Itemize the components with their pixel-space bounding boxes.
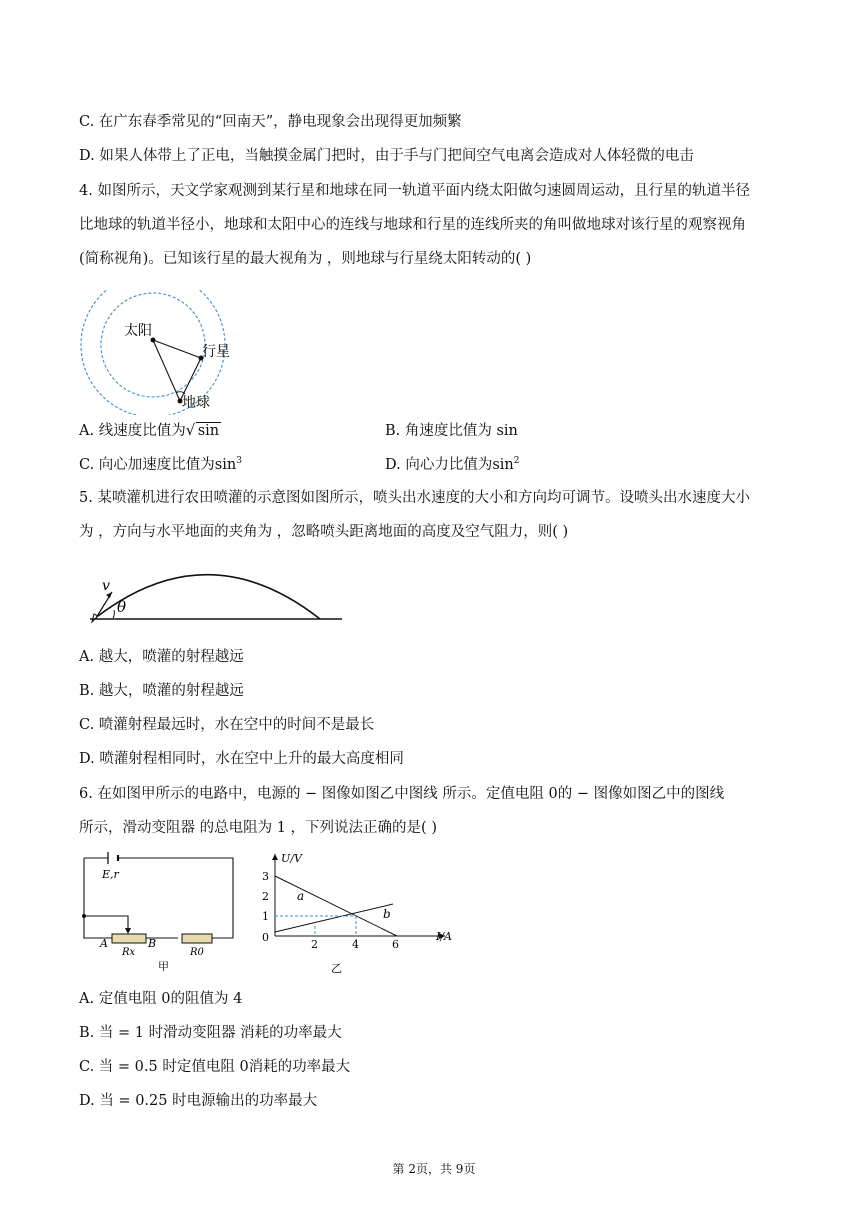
q5-line-2: 为 ，方向与水平地面的夹角为 ，忽略喷头距离地面的高度及空气阻力，则( )	[79, 524, 569, 540]
line-b	[275, 904, 393, 932]
resistor-r0	[182, 934, 212, 943]
circuit-figure	[78, 850, 248, 975]
q5-line-1: 5. 某喷灌机进行农田喷灌的示意图如图所示，喷头出水速度的大小和方向均可调节。设喷头出水速度大小	[79, 490, 750, 506]
line-a	[275, 876, 397, 936]
q6-option-c: C. 当 = 0.5 时定值电阻 0消耗的功率最大	[79, 1059, 351, 1075]
y-tick-1: 1	[262, 910, 269, 923]
q4-option-b: B. 角速度比值为 sin	[385, 423, 518, 439]
node-a-label: A	[100, 937, 108, 950]
q4-line-3: (简称视角)。已知该行星的最大视角为 ，则地球与行星绕太阳转动的( )	[79, 251, 532, 267]
r0-label: R0	[190, 947, 204, 958]
page-footer: 第 2页，共 9页	[392, 1162, 476, 1176]
figure-yi-caption: 乙	[331, 962, 342, 975]
q6-option-d: D. 当 = 0.25 时电源输出的功率最大	[79, 1093, 318, 1109]
sprinkler-figure	[84, 560, 344, 632]
trajectory-curve	[98, 575, 320, 619]
q6-line-2: 所示，滑动变阻器 的总电阻为 1 ，下列说法正确的是( )	[79, 820, 437, 836]
q6-line-1: 6. 在如图甲所示的电路中，电源的 − 图像如图乙中图线 所示。定值电阻 0的 − 图像如图乙中的图线	[79, 786, 725, 802]
x-tick-6: 6	[392, 938, 399, 951]
q5-option-d: D. 喷灌射程相同时，水在空中上升的最大高度相同	[79, 751, 404, 767]
y-tick-0: 0	[262, 931, 269, 944]
x-tick-2: 2	[311, 938, 318, 951]
sqrt-icon: √ sin	[186, 421, 221, 441]
line-a-label: a	[297, 889, 305, 903]
q6-option-a: A. 定值电阻 0的阻值为 4	[79, 991, 243, 1007]
earth-label: 地球	[182, 395, 210, 411]
source-label: E,r	[102, 868, 119, 881]
q5-option-a: A. 越大，喷灌的射程越远	[79, 649, 244, 665]
q4-option-c: C. 向心加速度比值为$\sin^3$	[79, 456, 242, 473]
ui-graph	[255, 848, 455, 978]
y-tick-3: 3	[262, 870, 269, 883]
q5-option-b: B. 越大，喷灌的射程越远	[79, 683, 244, 699]
x-axis-label: I/A	[436, 930, 452, 943]
node-b-label: B	[148, 937, 157, 950]
sun-label: 太阳	[124, 323, 152, 339]
q4-line-1: 4. 如图所示，天文学家观测到某行星和地球在同一轨道平面内绕太阳做匀速圆周运动，且行星的轨道半径	[79, 183, 750, 199]
option-c-text: C. 在广东春季常见的“回南天”，静电现象会出现得更加频繁	[79, 114, 462, 130]
x-tick-4: 4	[352, 938, 359, 951]
y-axis-label: U/V	[281, 852, 302, 865]
rheostat-rx	[112, 934, 146, 943]
planet-label: 行星	[202, 344, 230, 360]
option-d-text: D. 如果人体带上了正电，当触摸金属门把时，由于手与门把间空气电离会造成对人体轻微的电击	[79, 148, 694, 164]
q4-option-d: D. 向心力比值为$\sin^2$	[385, 456, 520, 473]
y-tick-2: 2	[262, 890, 269, 903]
velocity-label: v	[102, 578, 110, 594]
q4-option-a-label: A. 线速度比值为	[79, 423, 186, 439]
q5-option-c: C. 喷灌射程最远时，水在空中的时间不是最长	[79, 717, 375, 733]
line-b-label: b	[383, 907, 391, 921]
q4-option-a	[79, 421, 221, 441]
theta-label: θ	[117, 598, 127, 616]
q4-line-2: 比地球的轨道半径小，地球和太阳中心的连线与地球和行星的连线所夹的角叫做地球对该行星的观察视角	[79, 217, 746, 233]
orbit-figure	[78, 290, 238, 415]
rx-label: Rx	[122, 947, 136, 958]
q6-option-b: B. 当 = 1 时滑动变阻器 消耗的功率最大	[79, 1025, 342, 1041]
figure-jia-caption: 甲	[158, 960, 169, 973]
